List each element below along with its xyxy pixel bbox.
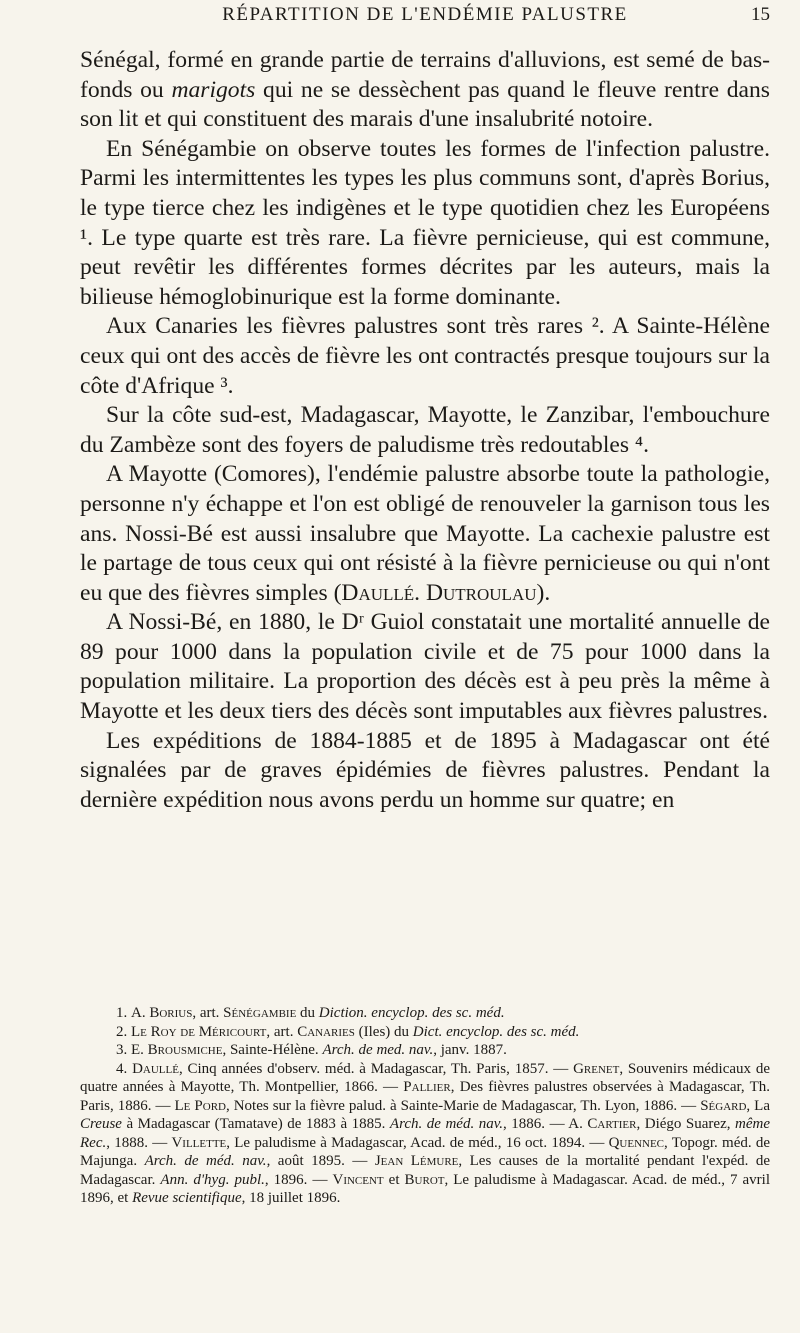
footnote-number: 2. (116, 1023, 128, 1040)
text-run: ). (536, 579, 551, 606)
text-run: , août 1895. — (266, 1153, 375, 1169)
footnote-author: Le Pord (174, 1097, 226, 1114)
text-run: , Notes sur la fièvre palud. à Sainte-Marie de Madagascar, Th. Lyon, 1886. — (225, 1097, 701, 1114)
footnote-author: Villette (171, 1134, 227, 1151)
footnote-number: 4. (116, 1060, 128, 1077)
text-run: (Iles) du (354, 1023, 413, 1040)
source-title: Arch. de med. nav. (322, 1042, 434, 1058)
text-run: , Cinq années d'observ. méd. à Madagascar, Th. Paris, 1857. — (178, 1060, 574, 1077)
source-title: Arch. de méd. nav. (389, 1116, 504, 1132)
text-run: , 1896. — (264, 1171, 333, 1188)
paragraph-1 (80, 46, 770, 135)
footnote-2 (80, 1023, 770, 1042)
source-title: Diction. encyclop. des sc. méd. (318, 1005, 505, 1021)
text-run: , Les causes de la mortalité pendant l'expéd. de Madagascar. (80, 1153, 771, 1188)
footnote-3 (80, 1041, 770, 1060)
text-run: , art. (192, 1005, 224, 1021)
article-title: Sénégambie (223, 1005, 297, 1021)
paragraph-6: A Nossi-Bé, en 1880, le Dʳ Guiol constatait une mortalité annuelle de 89 pour 1000 dans la population civile et de 75 pour 1000 dans la population militaire. La proportion des décès est à peu près la même à Mayotte et les deux tiers des décès sont imputables aux fièvres palustres. (80, 609, 770, 725)
footnote-1 (80, 1004, 770, 1023)
text-run: du (296, 1005, 319, 1021)
footnote-author: Grenet (573, 1060, 620, 1077)
text-run: et (383, 1171, 405, 1188)
text-run: Sénégal, formé en grande partie de terrains d'alluvions, est semé de bas-fonds ou (80, 47, 770, 103)
footnotes (80, 1004, 770, 1208)
footnote-author: Burot (404, 1171, 445, 1188)
source-title: Ann. d'hyg. publ. (160, 1171, 265, 1188)
text-run: , Le paludisme à Madagascar, Acad. de méd., 16 oct. 1894. — (226, 1134, 609, 1151)
page-number: 15 (751, 4, 770, 25)
text-run: , Des fièvres palustres observées à Madagascar, Th. Paris, 1886. — (80, 1079, 771, 1114)
footnote-author: Daullé (132, 1060, 179, 1077)
text-run: à Madagascar (Tamatave) de 1883 à 1885. (121, 1116, 390, 1132)
footnote-author: Jean Lémure (374, 1153, 459, 1169)
article-title: Canaries (297, 1023, 355, 1040)
text-run: , Topogr. méd. de Majunga. (80, 1134, 771, 1169)
footnote-number: 1. (116, 1005, 128, 1021)
text-run: , La (746, 1097, 770, 1114)
footnote-number: 3. (116, 1042, 128, 1058)
text-run: , art. (266, 1023, 298, 1040)
footnote-author: A. Borius (131, 1005, 193, 1021)
page-header (80, 4, 770, 30)
footnote-author: Quennec (608, 1134, 665, 1151)
source-title: Arch. de méd. nav. (144, 1153, 267, 1169)
paragraph-3: Aux Canaries les fièvres palustres sont très rares ². A Sainte-Hélène ceux qui ont des accès de fièvre les ont contractés presque toujours sur la côte d'Afrique ³. (80, 313, 770, 399)
footnote-author: Vincent (332, 1171, 384, 1188)
paragraph-2: En Sénégambie on observe toutes les formes de l'infection palustre. Parmi les intermittentes les types les plus communs sont, d'après Borius, le type tierce chez les indigènes et le type quotidien chez les Européens ¹. Le type quarte est très rare. La fièvre pernicieuse, qui est commune, peut revêtir les différentes formes décrites par les auteurs, mais la bilieuse hémoglobinurique est la forme dominante. (80, 135, 770, 310)
source-title: Dict. encyclop. des sc. méd. (412, 1023, 580, 1040)
text-run: , janv. 1887. (433, 1042, 507, 1058)
paragraph-5 (80, 460, 770, 608)
footnote-author: Cartier (587, 1116, 637, 1132)
text-run: qui ne se dessèchent pas quand le fleuve rentre dans son lit et qui constituent des marais d'une insalubrité notoire. (80, 76, 770, 133)
text-run: , Sainte-Hélène. (222, 1042, 323, 1058)
source-title: Creuse (80, 1116, 122, 1132)
footnote-author: Le Roy de Méricourt (131, 1023, 267, 1040)
footnote-4 (80, 1060, 770, 1208)
footnote-author: Ségard (700, 1097, 747, 1114)
author-names: Daullé. Dutroulau (341, 579, 537, 606)
source-title: Revue scientifique (132, 1190, 242, 1206)
text-run: , Le paludisme à Madagascar. Acad. de méd., 7 avril 1896, et (80, 1171, 770, 1206)
text-run: , 1886. — A. (503, 1116, 588, 1132)
footnote-author: E. Brousmiche (131, 1042, 223, 1058)
running-head: RÉPARTITION DE L'ENDÉMIE PALUSTRE (222, 4, 628, 25)
footnote-author: Pallier (403, 1079, 451, 1095)
source-title: même Rec. (80, 1116, 770, 1151)
text-run: , Souvenirs médicaux de quatre années à Mayotte, Th. Montpellier, 1866. — (80, 1060, 771, 1095)
paragraph-4: Sur la côte sud-est, Madagascar, Mayotte, le Zanzibar, l'embouchure du Zambèze sont des foyers de paludisme très redoutables ⁴. (80, 402, 770, 458)
paragraph-7: Les expéditions de 1884-1885 et de 1895 à Madagascar ont été signalées par de graves épidémies de fièvres palustres. Pendant la dernière expédition nous avons perdu un homme sur quatre; en (80, 727, 770, 813)
text-run: , 1888. — (106, 1134, 172, 1151)
body-text (80, 46, 770, 815)
text-run: A Mayotte (Comores), l'endémie palustre absorbe toute la pathologie, personne n'y échappe et l'on est obligé de renouveler la garnison tous les ans. Nossi-Bé est aussi insalubre que Mayotte. La cachexie palustre est le partage de tous ceux qui ont résisté à la fièvre pernicieuse ou qui n'ont eu que des fièvres simples ( (80, 461, 770, 606)
text-run: , 18 juillet 1896. (241, 1190, 341, 1206)
italic-term: marigots (171, 76, 256, 103)
text-run: , Diégo Suarez, (636, 1116, 736, 1132)
